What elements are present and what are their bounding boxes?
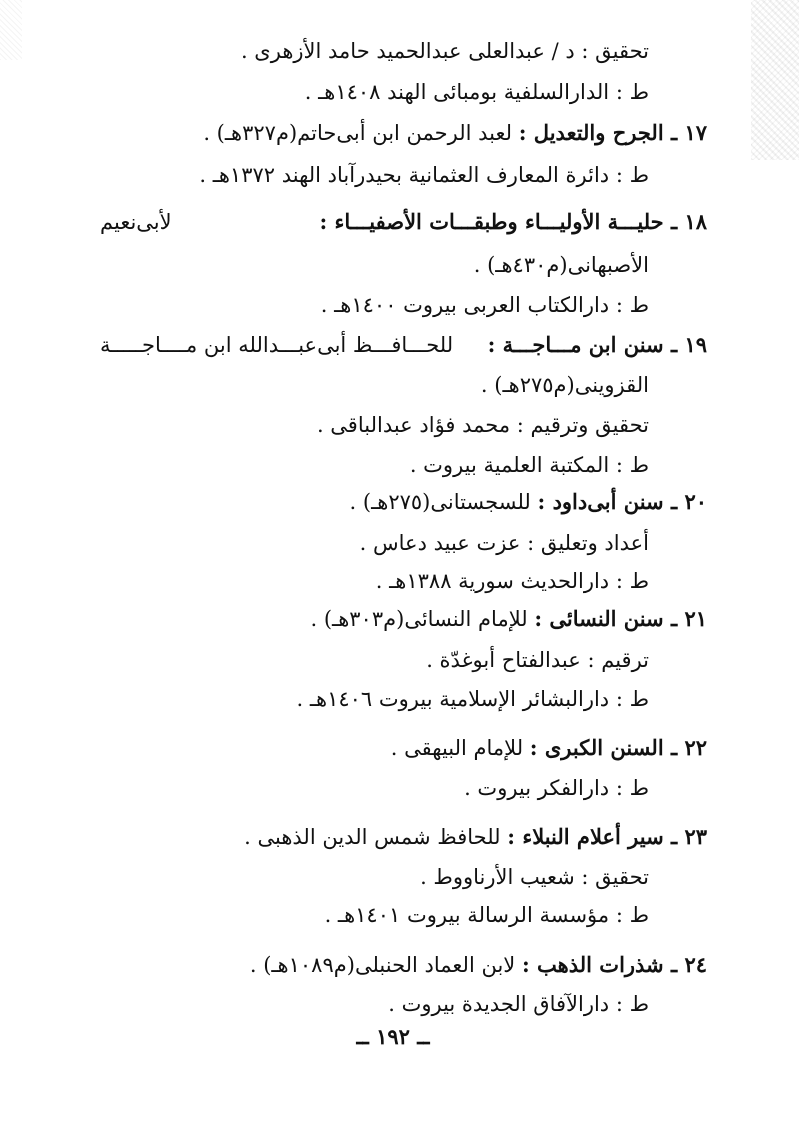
entry-18-title: ١٨ ـ حليـــة الأوليـــاء وطبقـــات الأصفيـــاء : [319, 209, 707, 234]
entry-20-publisher: ط : دارالحديث سورية ١٣٨٨هـ . [375, 569, 649, 593]
page-number: ــ ١٩٢ ــ [356, 1024, 430, 1049]
entry-24 [250, 950, 707, 980]
entry-22 [391, 733, 707, 763]
entry-22-title: ٢٢ ـ السنن الكبرى : [529, 735, 707, 760]
entry-23 [244, 822, 707, 852]
entry-18 [100, 207, 707, 237]
entry-19-title: ١٩ ـ سنن ابن مـــاجـــة : [487, 332, 707, 357]
entry-20-text: للسجستانى(٢٧٥هـ) . [349, 490, 531, 514]
entry-24-title: ٢٤ ـ شذرات الذهب : [521, 952, 707, 977]
scan-noise-edge-left [0, 0, 22, 60]
entry-17-title: ١٧ ـ الجرح والتعديل : [518, 120, 707, 145]
publisher-line: ط : الدارالسلفية بومبائى الهند ١٤٠٨هـ . [304, 80, 649, 104]
entry-20-title: ٢٠ ـ سنن أبى‌داود : [537, 489, 707, 514]
entry-19-continuation: القزوينى(م٢٧٥هـ) . [480, 373, 649, 397]
entry-24-text: لابن العماد الحنبلى(م١٠٨٩هـ) . [249, 953, 516, 977]
entry-18-publisher: ط : دارالكتاب العربى بيروت ١٤٠٠هـ . [320, 293, 649, 317]
entry-17 [203, 118, 707, 148]
entry-24-publisher: ط : دارالآفاق الجديدة بيروت . [388, 992, 649, 1016]
scan-noise-edge [751, 0, 799, 160]
entry-20-editor: أعداد وتعليق : عزت عبيد دعاس . [359, 531, 649, 555]
entry-23-title: ٢٣ ـ سير أعلام النبلاء : [507, 824, 707, 849]
entry-19 [100, 330, 707, 360]
editor-line: تحقيق : د / عبدالعلى عبدالحميد حامد الأزهرى . [240, 39, 649, 63]
entry-22-text: للإمام البيهقى . [390, 736, 524, 760]
entry-18-text: لأبى‌نعيم [100, 210, 172, 234]
entry-19-text: للحـــافـــظ أبى‌عبـــدالله ابن مــــاجـــــة [100, 333, 454, 357]
entry-20 [350, 487, 707, 517]
entry-19-editor: تحقيق وترقيم : محمد فؤاد عبدالباقى . [316, 413, 649, 437]
entry-23-text: للحافظ شمس الدين الذهبى . [244, 825, 501, 849]
entry-23-publisher: ط : مؤسسة الرسالة بيروت ١٤٠١هـ . [324, 903, 649, 927]
entry-21 [311, 604, 708, 634]
entry-21-title: ٢١ ـ سنن النسائى : [534, 606, 707, 631]
entry-21-text: للإمام النسائى(م٣٠٣هـ) . [310, 607, 528, 631]
entry-17-publisher: ط : دائرة المعارف العثمانية بحيدرآباد الهند ١٣٧٢هـ . [199, 163, 649, 187]
entry-22-publisher: ط : دارالفكر بيروت . [464, 776, 649, 800]
entry-21-publisher: ط : دارالبشائر الإسلامية بيروت ١٤٠٦هـ . [296, 687, 649, 711]
entry-21-editor: ترقيم : عبدالفتاح أبوغدّة . [426, 648, 649, 672]
entry-23-editor: تحقيق : شعيب الأرناووط . [420, 865, 649, 889]
entry-17-text: لعبد الرحمن ابن أبى‌حاتم(م٣٢٧هـ) . [203, 121, 513, 145]
entry-18-continuation: الأصبهانى(م٤٣٠هـ) . [473, 253, 649, 277]
entry-19-publisher: ط : المكتبة العلمية بيروت . [409, 453, 649, 477]
